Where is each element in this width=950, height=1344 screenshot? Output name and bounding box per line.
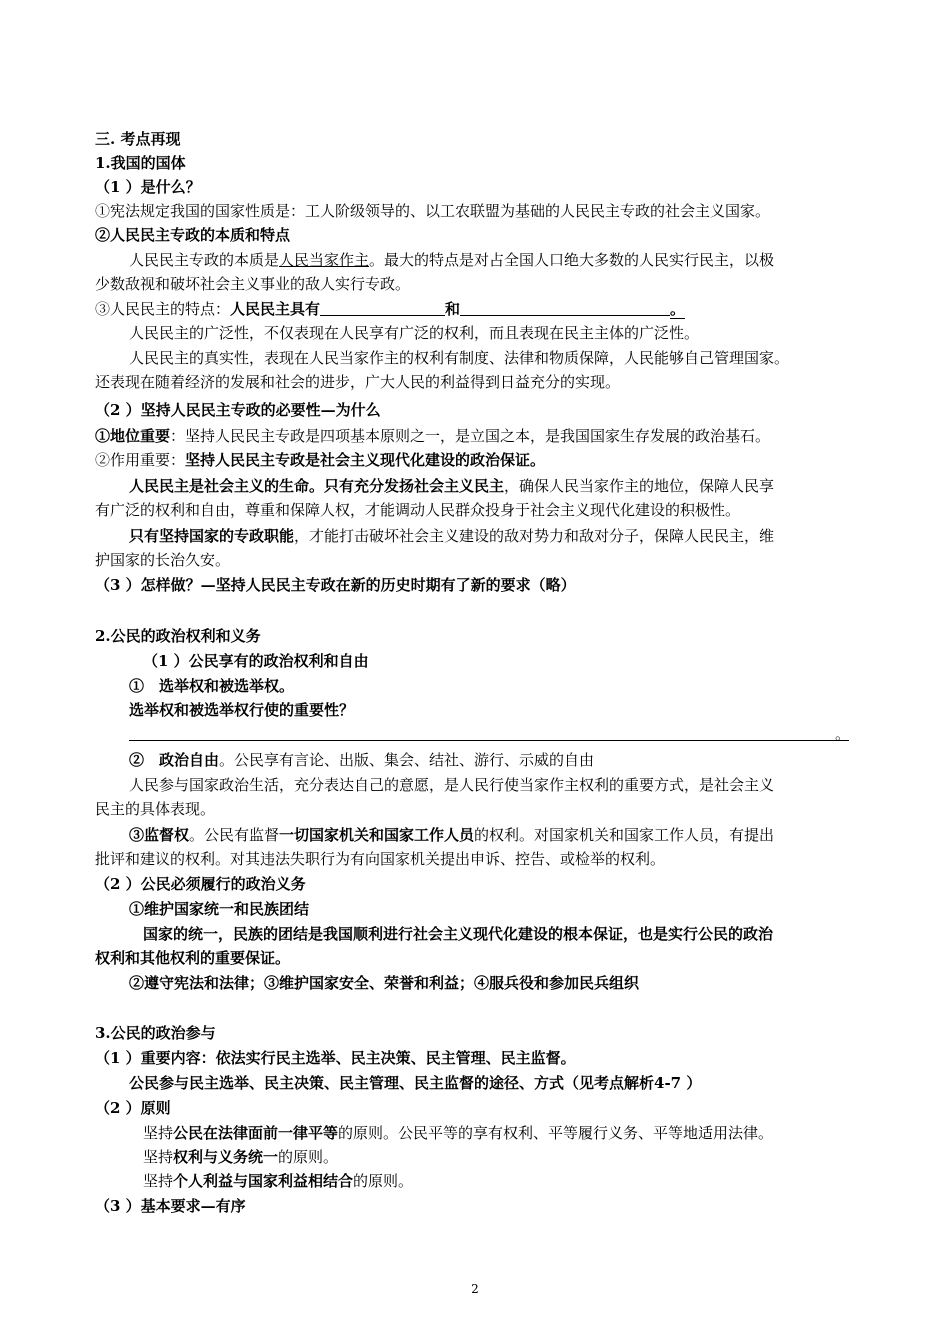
page-number: 2 [471, 1282, 479, 1296]
s2-p3: ② 政治自由。公民享有言论、出版、集会、结社、游行、示威的自由 [129, 751, 595, 769]
s1-p14: 护国家的长治久安。 [95, 551, 231, 569]
s2-p4: 人民参与国家政治生活，充分表达自己的意愿，是人民行使当家作主权利的重要方式，是社会主义 [129, 776, 775, 794]
s2-p7: 批评和建议的权利。对其违法失职行为有向国家机关提出申诉、控告、或检举的权利。 [95, 850, 666, 868]
s1-p1: ①宪法规定我国的国家性质是：工人阶级领导的、以工农联盟为基础的人民民主专政的社会主义国家。 [95, 202, 771, 220]
s1-p12: 有广泛的权利和自由，尊重和保障人权，才能调动人民群众投身于社会主义现代化建设的积极性。 [95, 501, 741, 519]
answer-line[interactable] [129, 740, 849, 741]
s1-q1: （1 ）是什么？ [95, 178, 201, 196]
s2-p10: 权利和其他权利的重要保证。 [95, 949, 291, 967]
s3-p2: 坚持公民在法律面前一律平等的原则。公民平等的享有权利、平等履行义务、平等地适用法律。 [143, 1124, 774, 1142]
s3-q1: （1 ）重要内容：依法实行民主选举、民主决策、民主管理、民主监督。 [95, 1049, 576, 1067]
s2-q1: （1 ）公民享有的政治权利和自由 [143, 652, 369, 670]
s2-p9: 国家的统一，民族的团结是我国顺利进行社会主义现代化建设的根本保证，也是实行公民的政治 [143, 925, 774, 943]
fill-blank-1[interactable] [320, 299, 445, 316]
s1-p10: ②作用重要：坚持人民民主专政是社会主义现代化建设的政治保证。 [95, 451, 546, 469]
s3-p3: 坚持权利与义务统一的原则。 [143, 1148, 339, 1166]
s2-p2: 选举权和被选举权行使的重要性？ [129, 701, 355, 719]
s2-p1: ① 选举权和被选举权。 [129, 677, 295, 695]
s1-p13: 只有坚持国家的专政职能，才能打击破坏社会主义建设的敌对势力和敌对分子，保障人民民主，维 [129, 527, 775, 545]
answer-line-end: 。 [835, 725, 851, 743]
s1-p5: ③人民民主的特点：人民民主具有 和 。 [95, 300, 686, 318]
s1-p6: 人民民主的广泛性，不仅表现在人民享有广泛的权利，而且表现在民主主体的广泛性。 [129, 324, 700, 342]
s2-q2: （2 ）公民必须履行的政治义务 [95, 875, 306, 893]
s1-p9: ①地位重要：坚持人民民主专政是四项基本原则之一，是立国之本，是我国国家生存发展的政治基石。 [95, 427, 771, 445]
s3-title: 3.公民的政治参与 [95, 1024, 216, 1042]
s2-title: 2.公民的政治权利和义务 [95, 627, 261, 645]
s1-p8: 还表现在随着经济的发展和社会的进步，广大人民的利益得到日益充分的实现。 [95, 373, 621, 391]
fill-blank-2[interactable] [460, 299, 670, 316]
s2-p11: ②遵守宪法和法律；③维护国家安全、荣誉和利益；④服兵役和参加民兵组织 [129, 974, 640, 992]
s1-p7: 人民民主的真实性，表现在人民当家作主的权利有制度、法律和物质保障，人民能够自己管理国家。 [129, 349, 790, 367]
s1-p11: 人民民主是社会主义的生命。只有充分发扬社会主义民主，确保人民当家作主的地位，保障人民享 [129, 477, 775, 495]
s1-q3: （3 ）怎样做？—坚持人民民主专政在新的历史时期有了新的要求（略） [95, 576, 576, 594]
s1-p2: ②人民民主专政的本质和特点 [95, 226, 291, 244]
s3-q2: （2 ）原则 [95, 1099, 171, 1117]
s1-p3: 人民民主专政的本质是人民当家作主。最大的特点是对占全国人口绝大多数的人民实行民主，以极 [129, 251, 775, 269]
s2-p5: 民主的具体表现。 [95, 800, 216, 818]
s1-p4: 少数敌视和破坏社会主义事业的敌人实行专政。 [95, 275, 411, 293]
s1-title: 1.我国的国体 [95, 154, 186, 172]
section-heading: 三. 考点再现 [95, 130, 181, 148]
s3-q3: （3 ）基本要求—有序 [95, 1197, 246, 1215]
s2-p8: ①维护国家统一和民族团结 [129, 900, 310, 918]
underlined-term: 人民当家作主 [279, 251, 370, 269]
s3-p4: 坚持个人利益与国家利益相结合的原则。 [143, 1172, 414, 1190]
s2-p6: ③监督权。公民有监督一切国家机关和国家工作人员的权利。对国家机关和国家工作人员，有提出 [129, 826, 775, 844]
s3-p1: 公民参与民主选举、民主决策、民主管理、民主监督的途径、方式（见考点解析4-7 ） [129, 1074, 702, 1092]
s1-q2: （2 ）坚持人民民主专政的必要性—为什么 [95, 401, 381, 419]
